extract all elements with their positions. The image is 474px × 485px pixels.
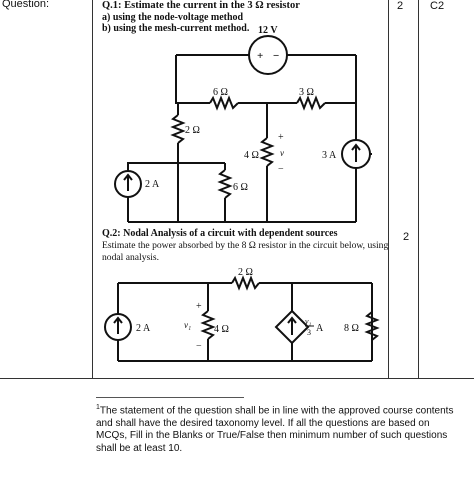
q2-circuit-diagram (0, 180, 474, 380)
q1-resistor-4 (262, 138, 272, 166)
q2-line2: nodal analysis. (102, 252, 160, 263)
q2-label-v1: v₁ (184, 320, 192, 330)
q1-label-2a: 2 A (145, 179, 160, 190)
q1-label-3: 3 Ω (299, 87, 314, 98)
q2-label-2a: 2 A (136, 323, 151, 334)
q1-part-b: b) using the mesh-current method. (102, 23, 250, 34)
footnote-text: The statement of the question shall be in line with the approved course contents and shall have the desired taxonomy level. If all the questions are based on MCQs, Fill in the Blanks or True/False then minimum number of such questions shall be at least 10. (96, 405, 454, 454)
q1-resistor-3 (297, 98, 325, 108)
q1-label-4: 4 Ω (244, 150, 259, 161)
q1-label-v: v (280, 148, 284, 158)
q1-label-2: 2 Ω (185, 125, 200, 136)
q2-title: Q.2: Nodal Analysis of a circuit with dependent sources (102, 228, 338, 239)
q2-line1: Estimate the power absorbed by the 8 Ω resistor in the circuit below, using (102, 240, 389, 251)
q2-resistor-2 (232, 278, 259, 288)
q1-label-v-plus: + (278, 132, 284, 143)
q2-dep-numerator: v₁ (305, 317, 312, 326)
q2-label-2ohm: 2 Ω (238, 267, 253, 278)
q2-dep-denominator: 3 (307, 328, 311, 337)
question-header: Question: (2, 0, 50, 10)
q1-vsrc-minus: − (273, 50, 280, 62)
q2-label-4ohm: 4 Ω (214, 324, 229, 335)
q2-label-8ohm: 8 Ω (344, 323, 359, 334)
footnote-marker: 1 (96, 404, 100, 411)
q1-label-3a: 3 A (322, 150, 337, 161)
q1-resistor-6-top (210, 98, 238, 108)
q2-label-v1-plus: + (196, 301, 202, 312)
q2-resistor-4 (203, 311, 213, 339)
q1-resistor-2 (173, 115, 183, 143)
q2-dep-unit: A (316, 323, 324, 334)
marks-q2: 2 (403, 231, 410, 243)
q1-voltage-source (249, 36, 287, 74)
footnote-separator (96, 397, 244, 398)
q1-vsrc-plus: + (257, 50, 264, 62)
q1-part-a: a) using the node-voltage method (102, 12, 244, 23)
q1-label-v-minus: − (278, 164, 284, 175)
q2-label-v1-minus: − (196, 341, 202, 352)
footnote (96, 402, 462, 455)
clo-q1: C2 (430, 0, 445, 12)
marks-q1: 2 (397, 0, 404, 12)
q1-label-12v: 12 V (258, 25, 278, 36)
q1-left-wire (176, 55, 178, 103)
q1-label-6-top: 6 Ω (213, 87, 228, 98)
q1-title: Q.1: Estimate the current in the 3 Ω resistor (102, 0, 300, 11)
q1-label-6-bottom: 6 Ω (233, 182, 248, 193)
